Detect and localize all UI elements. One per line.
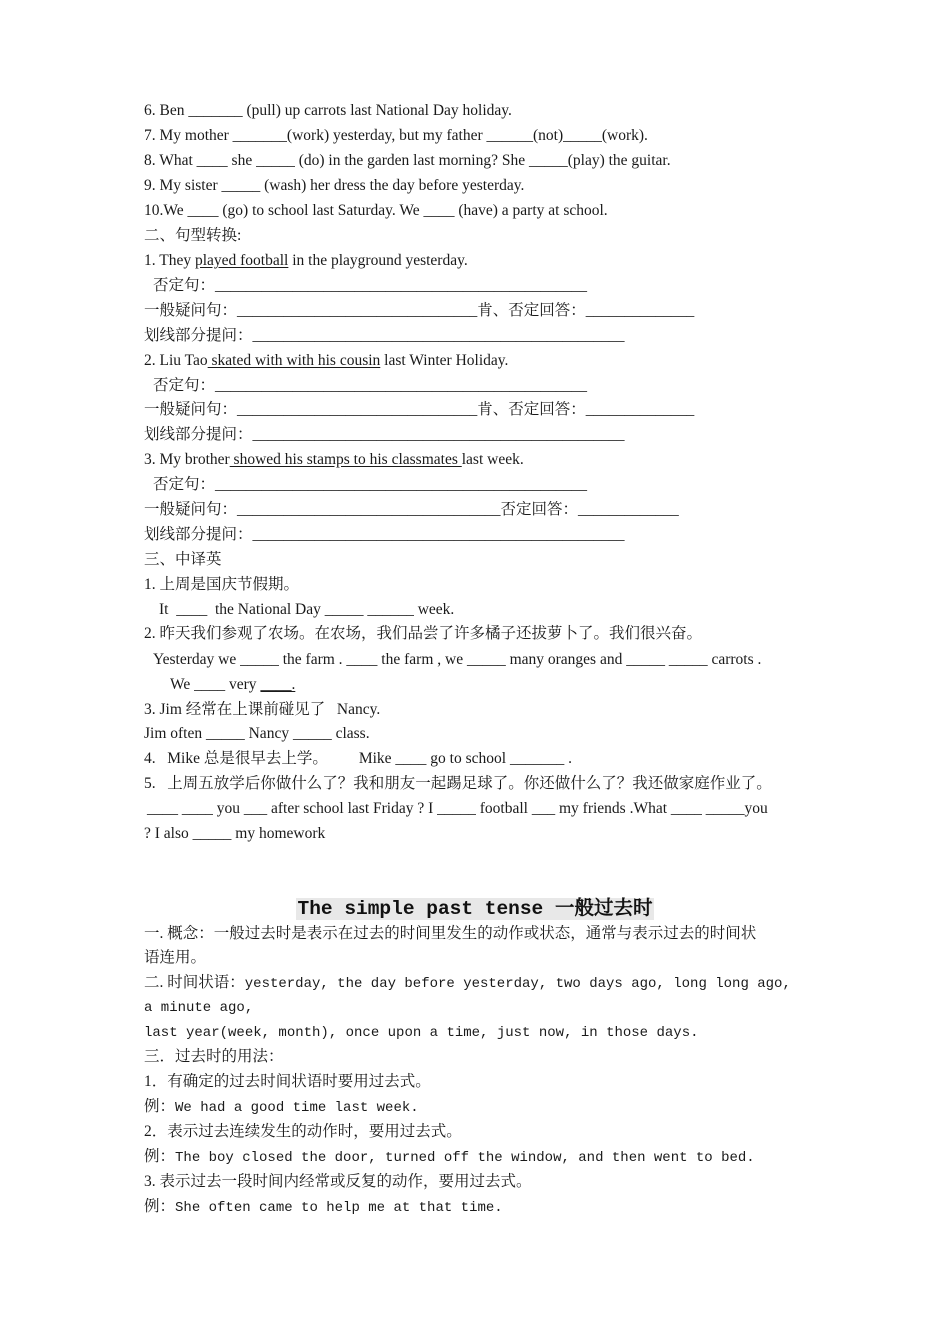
usage-rule-2: 2．表示过去连续发生的动作时，要用过去式。 xyxy=(144,1123,462,1140)
translation-5-english-1: ____ ____ you ___ after school last Friday ? I _____ football ___ my friends .What ____ _____you xyxy=(147,800,768,817)
sentence-3-question: 一般疑问句：__________________________________否定回答：_____________ xyxy=(144,501,679,518)
exercise-6: 6. Ben _______ (pull) up carrots last National Day holiday. xyxy=(144,102,512,119)
sentence-3-post: last week. xyxy=(461,451,524,468)
usage-example-2 xyxy=(144,1147,755,1168)
time-adverbials-line-3: last year(week, month), once upon a time, just now, in those days. xyxy=(144,1025,699,1041)
sentence-1-question: 一般疑问句：_______________________________肯、否定回答：______________ xyxy=(144,302,695,319)
sentence-2-negative: 否定句：________________________________________________ xyxy=(153,377,588,394)
example-3-text: She often came to help me at that time. xyxy=(175,1200,503,1216)
sentence-1-wh-question: 划线部分提问：________________________________________________ xyxy=(144,327,625,344)
translation-4: 4. Mike 总是很早去上学。 Mike ____ go to school _______ . xyxy=(144,750,572,767)
translation-2-english-1: Yesterday we _____ the farm . ____ the farm , we _____ many oranges and _____ _____ carrots . xyxy=(153,651,762,668)
exercise-8: 8. What ____ she _____ (do) in the garden last morning? She _____(play) the guitar. xyxy=(144,152,671,169)
section2-heading: 二、句型转换: xyxy=(144,227,242,244)
sentence-2-pre: 2. Liu Tao xyxy=(144,352,208,369)
sentence-1-pre: 1. They xyxy=(144,252,195,269)
grammar-title-text: The simple past tense 一般过去时 xyxy=(297,898,653,920)
section3-heading: 三、中译英 xyxy=(144,551,222,568)
sentence-3-underlined: showed his stamps to his classmates xyxy=(229,451,462,468)
sentence-1-underlined: played football xyxy=(194,252,289,269)
sentence-3 xyxy=(144,450,524,470)
example-2-text: The boy closed the door, turned off the window, and then went to bed. xyxy=(175,1150,755,1166)
sentence-2-post: last Winter Holiday. xyxy=(380,352,509,369)
sentence-1 xyxy=(144,251,468,271)
time-adverbials-label: 二. 时间状语： xyxy=(144,974,245,991)
translation-3-english: Jim often _____ Nancy _____ class. xyxy=(144,725,370,742)
sentence-1-post: in the playground yesterday. xyxy=(288,252,468,269)
usage-rule-1: 1．有确定的过去时间状语时要用过去式。 xyxy=(144,1073,431,1090)
translation-1-english: It ____ the National Day _____ ______ week. xyxy=(159,601,455,618)
sentence-3-pre: 3. My brother xyxy=(144,451,230,468)
example-label: 例： xyxy=(144,1098,176,1115)
example-label: 例： xyxy=(144,1148,176,1165)
sentence-2-question: 一般疑问句：_______________________________肯、否定回答：______________ xyxy=(144,401,695,418)
translation-2-english-2-underlined: ____. xyxy=(260,676,296,693)
usage-heading: 三．过去时的用法： xyxy=(144,1048,284,1065)
sentence-2-underlined: skated with with his cousin xyxy=(207,352,381,369)
translation-1-chinese: 1. 上周是国庆节假期。 xyxy=(144,576,300,593)
translation-2-english-2-pre: We ____ very xyxy=(170,676,261,693)
time-adverbials-line-1 xyxy=(144,973,791,994)
time-adverbials-line-2: a minute ago, xyxy=(144,1000,254,1016)
sentence-1-negative: 否定句：________________________________________________ xyxy=(153,277,588,294)
sentence-3-wh-question: 划线部分提问：________________________________________________ xyxy=(144,526,625,543)
usage-example-1 xyxy=(144,1097,419,1118)
time-adverbials-list-1: yesterday, the day before yesterday, two days ago, long long ago, xyxy=(244,976,791,992)
example-1-text: We had a good time last week. xyxy=(175,1100,419,1116)
exercise-10: 10.We ____ (go) to school last Saturday. We ____ (have) a party at school. xyxy=(144,202,608,219)
translation-5-english-2: ? I also _____ my homework xyxy=(144,825,326,842)
concept-line-1: 一. 概念：一般过去时是表示在过去的时间里发生的动作或状态，通常与表示过去的时间状 xyxy=(144,925,757,942)
translation-2-english-2 xyxy=(170,675,295,695)
usage-rule-3: 3. 表示过去一段时间内经常或反复的动作，要用过去式。 xyxy=(144,1173,532,1190)
translation-2-chinese: 2. 昨天我们参观了农场。在农场，我们品尝了许多橘子还拔萝卜了。我们很兴奋。 xyxy=(144,625,703,642)
sentence-2-wh-question: 划线部分提问：________________________________________________ xyxy=(144,426,625,443)
example-label: 例： xyxy=(144,1198,176,1215)
concept-line-2: 语连用。 xyxy=(144,949,207,966)
sentence-3-negative: 否定句：________________________________________________ xyxy=(153,476,588,493)
translation-3-chinese: 3. Jim 经常在上课前碰见了 Nancy. xyxy=(144,701,381,718)
exercise-9: 9. My sister _____ (wash) her dress the day before yesterday. xyxy=(144,177,525,194)
sentence-2 xyxy=(144,351,508,371)
grammar-title xyxy=(0,897,950,921)
usage-example-3 xyxy=(144,1197,503,1218)
translation-5-chinese: 5. 上周五放学后你做什么了？我和朋友一起踢足球了。你还做什么了？我还做家庭作业了。 xyxy=(144,775,772,792)
exercise-7: 7. My mother _______(work) yesterday, but my father ______(not)_____(work). xyxy=(144,127,648,144)
